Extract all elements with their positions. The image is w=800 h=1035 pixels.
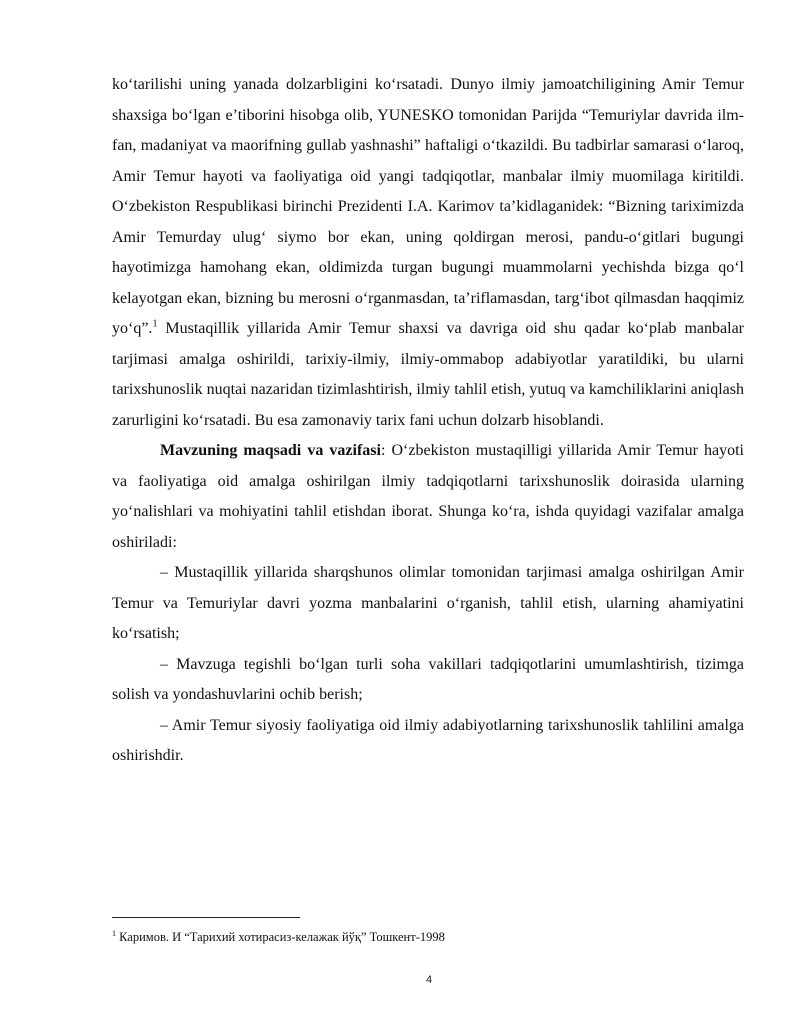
footnote-text: Каримов. И “Тарихий хотирасиз-келажак йўқ” Тошкент-1998 — [116, 930, 445, 945]
task-item-1: – Mustaqillik yillarida sharqshunos olimlar tomonidan tarjimasi amalga oshirilgan Amir Temur va Temuriylar davri yozma manbalarini o‘rganish, tahlil etish, ularning ahamiyatini ko‘rsatish; — [112, 564, 744, 642]
paragraph-intro — [112, 70, 744, 436]
paragraph-intro-text-b: Mustaqillik yillarida Amir Temur shaxsi va davriga oid shu qadar ko‘plab manbalar tarjimasi amalga oshirildi, tarixiy-ilmiy, ilmiy-ommabop adabiyotlar yaratildiki, bu ularni tarixshunoslik nuqtai nazaridan tizimlashtirish, ilmiy tahlil etish, yutuq va kamchiliklarini aniqlash zarurligini ko‘rsatadi. Bu esa zamonaviy tarix fani uchun dolzarb hisoblandi. — [112, 320, 744, 429]
task-item-2: – Mavzuga tegishli bo‘lgan turli soha vakillari tadqiqotlarini umumlashtirish, tizimga solish va yondashuvlarini ochib berish; — [112, 655, 744, 703]
goal-heading: Mavzuning maqsadi va vazifasi — [160, 442, 381, 459]
footnote-marker: 1 — [112, 929, 116, 938]
task-item-3: – Amir Temur siyosiy faoliyatiga oid ilmiy adabiyotlarning tarixshunoslik tahlilini amalga oshirishdir. — [112, 716, 744, 764]
paragraph-intro-text-a: ko‘tarilishi uning yanada dolzarbligini ko‘rsatadi. Dunyo ilmiy jamoatchiligining Amir Temur shaxsiga bo‘lgan e’tiborini hisobga olib, YUNESKO tomonidan Parijda “Temuriylar davrida ilm-fan, madaniyat va maorifning gullab yashnashi” haftaligi o‘tkazildi. Bu tadbirlar samarasi o‘laroq, Amir Temur hayoti va faoliyatiga oid yangi tadqiqotlar, manbalar ilmiy muomilaga kiritildi. O‘zbekiston Respublikasi birinchi Prezidenti I.A. Karimov ta’kidlaganidek: “Bizning tariximizda Amir Temurday ulug‘ siymo bor ekan, uning qoldirgan merosi, pandu-o‘gitlari bugungi hayotimizga hamohang ekan, oldimizda turgan bugungi muammolarni yechishda bizga qo‘l kelayotgan ekan, bizning bu merosni o‘rganmasdan, ta’riflamasdan, targ‘ibot qilmasdan haqqimiz yo‘q”. — [112, 76, 744, 337]
paragraph-goal — [112, 436, 744, 558]
footnote — [112, 926, 744, 945]
document-body — [112, 70, 744, 772]
goal-text: : O‘zbekiston mustaqilligi yillarida Amir Temur hayoti va faoliyatiga oid amalga oshirilgan ilmiy tadqiqotlarni tarixshunoslik doirasida ularning yo‘nalishlari va mohiyatini tahlil etishdan iborat. Shunga ko‘ra, ishda quyidagi vazifalar amalga oshiriladi: — [112, 442, 745, 551]
footnote-reference[interactable]: 1 — [152, 318, 158, 330]
page-number: 4 — [425, 974, 433, 986]
footnote-separator — [112, 917, 300, 918]
